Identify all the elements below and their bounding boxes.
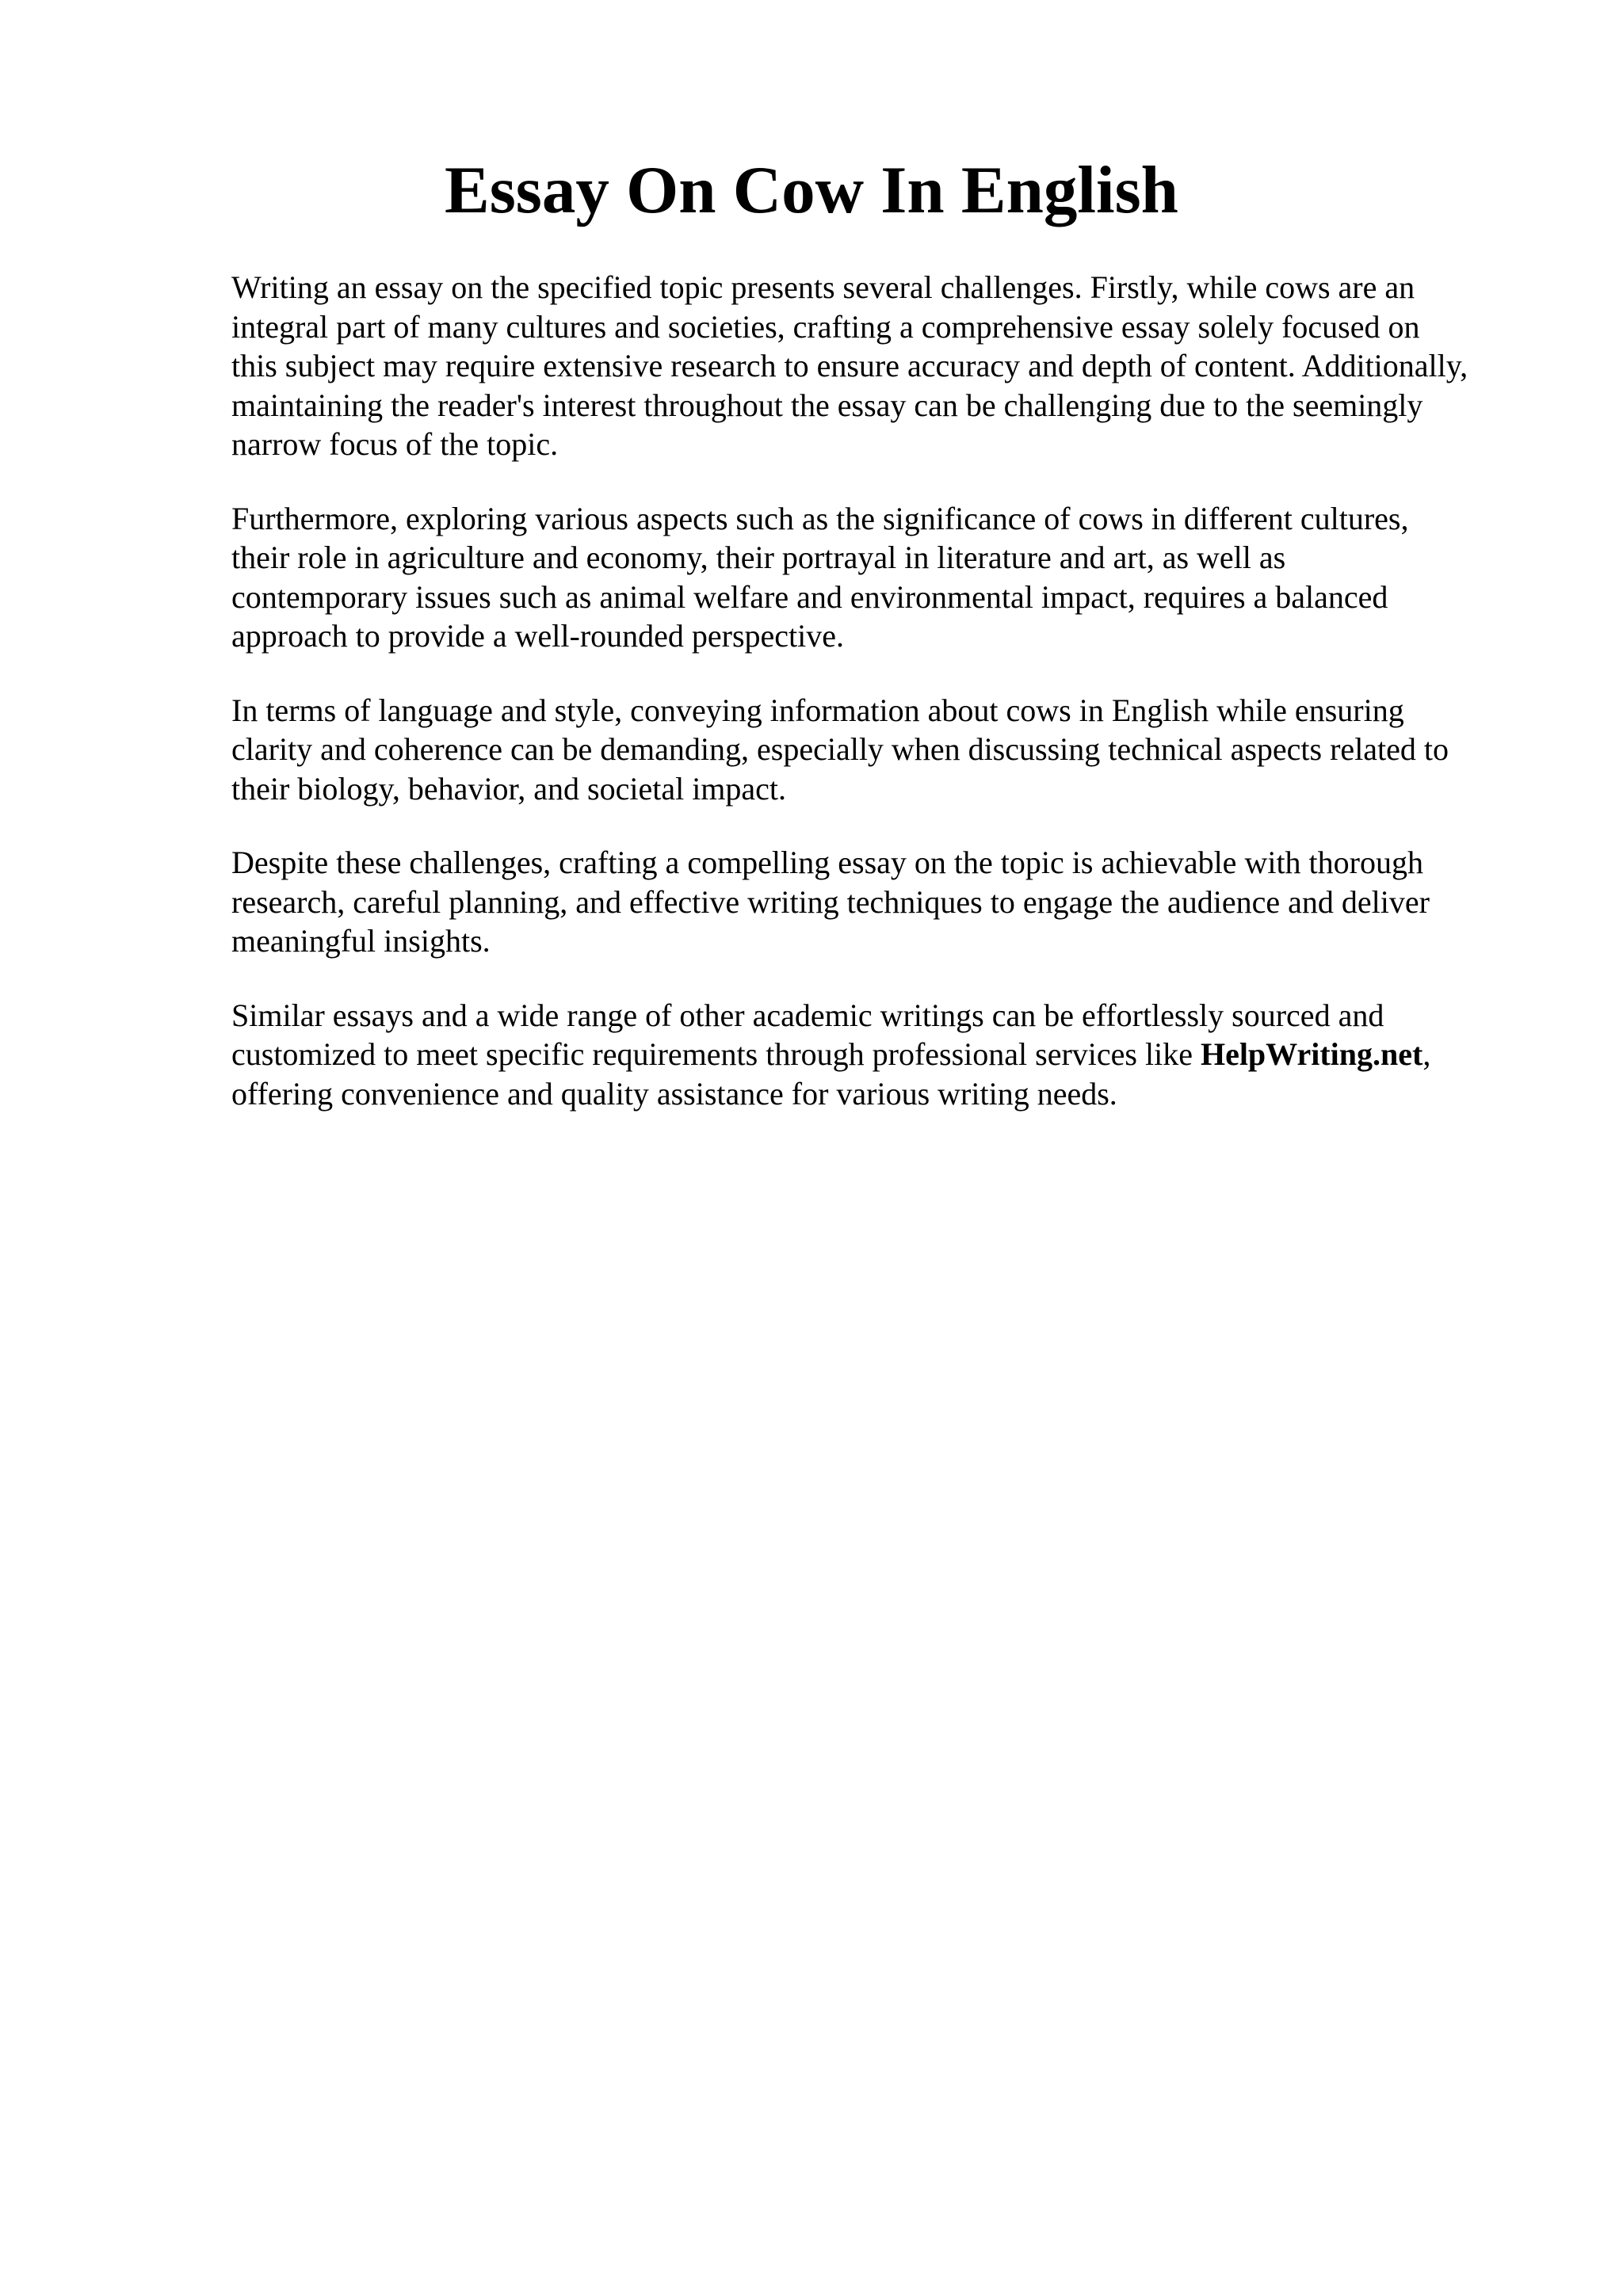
text-line: In terms of language and style, conveying information about cows in English while ensuring	[231, 692, 1404, 728]
text-line: approach to provide a well-rounded perspective.	[231, 618, 845, 654]
text-line	[231, 1035, 1531, 1074]
text-line: meaningful insights.	[231, 923, 491, 959]
text-line: their biology, behavior, and societal impact.	[231, 770, 787, 807]
text-line: Similar essays and a wide range of other academic writings can be effortlessly sourced and	[231, 997, 1384, 1033]
paragraph-1	[231, 268, 1531, 464]
paragraph-3	[231, 691, 1531, 809]
text-line: offering convenience and quality assistance for various writing needs.	[231, 1075, 1117, 1112]
essay-body	[231, 268, 1531, 1148]
page-title: Essay On Cow In English	[445, 153, 1178, 227]
text-line: clarity and coherence can be demanding, especially when discussing technical aspects related to	[231, 731, 1449, 767]
paragraph-4	[231, 843, 1531, 961]
text-line: maintaining the reader's interest throughout the essay can be challenging due to the seemingly	[231, 387, 1423, 423]
text-segment: customized to meet specific requirements through professional services like	[231, 1036, 1201, 1072]
text-segment: ,	[1423, 1036, 1431, 1072]
paragraph-2	[231, 499, 1531, 656]
text-line: research, careful planning, and effective writing techniques to engage the audience and deliver	[231, 883, 1430, 920]
text-line: narrow focus of the topic.	[231, 426, 559, 462]
text-line: Despite these challenges, crafting a compelling essay on the topic is achievable with thorough	[231, 845, 1423, 880]
text-line: this subject may require extensive research to ensure accuracy and depth of content. Additionally,	[231, 348, 1468, 383]
text-line: integral part of many cultures and societies, crafting a comprehensive essay solely focused on	[231, 308, 1420, 345]
text-line: Furthermore, exploring various aspects such as the significance of cows in different cultures,	[231, 500, 1409, 536]
text-line: Writing an essay on the specified topic presents several challenges. Firstly, while cows are an	[231, 269, 1415, 305]
text-line: contemporary issues such as animal welfare and environmental impact, requires a balanced	[231, 578, 1388, 615]
helpwriting-link[interactable]: HelpWriting.net	[1200, 1036, 1423, 1072]
paragraph-5	[231, 996, 1531, 1114]
text-line: their role in agriculture and economy, their portrayal in literature and art, as well as	[231, 540, 1286, 575]
